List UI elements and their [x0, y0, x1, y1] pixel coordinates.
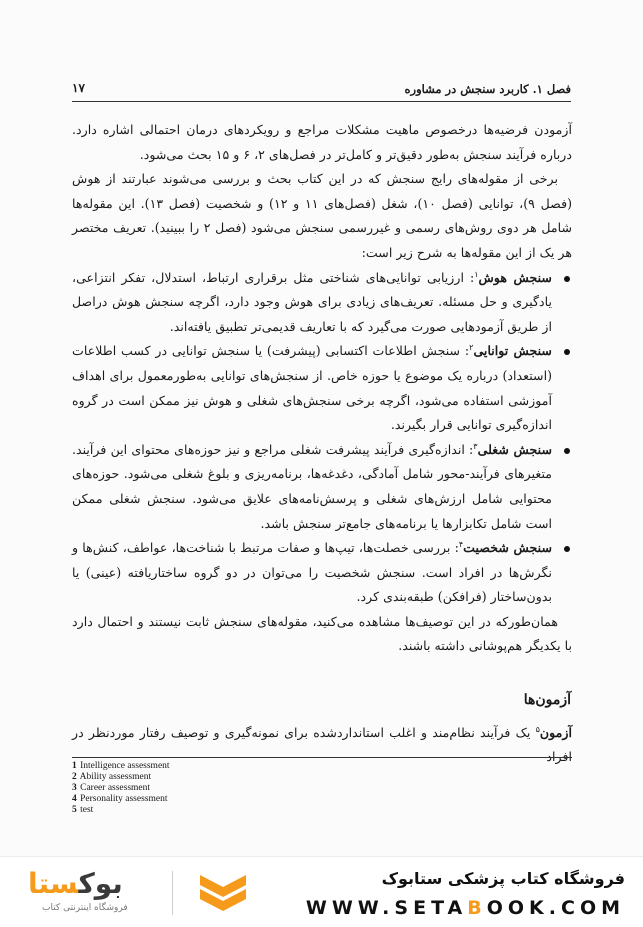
footnote-ref: ۵ [535, 724, 540, 734]
logo-subtitle: فروشگاه اینترنتی کتاب [42, 903, 128, 913]
bullet-term: سنجش شغلی [477, 441, 552, 457]
footnote-ref: ۲ [469, 343, 474, 353]
logo-word-rest: بوک [78, 867, 123, 900]
bullet-term: سنجش شخصیت [463, 540, 552, 556]
footnote-ref: ۴ [458, 539, 464, 549]
list-item [72, 438, 572, 536]
store-banner [0, 856, 643, 927]
footnote: 2 Ability assessment [72, 772, 152, 782]
store-name: فروشگاه کتاب پزشکی ستابوک [381, 869, 625, 888]
paragraph: آزمودن فرضیه‌ها درخصوص ماهیت مشکلات مراجع و رویکردهای درمان احتمالی اشاره دارد. درباره فرآیند سنجش به‌طور دقیق‌تر و کامل‌تر در فصل‌های ۲، ۶ و ۱۵ بحث می‌شود. [72, 122, 572, 162]
footnote-rule [72, 757, 572, 758]
footnote-ref: ۳ [473, 441, 478, 451]
bullet-term: سنجش هوش [478, 269, 552, 285]
chapter-title: فصل ۱. کاربرد سنجش در مشاوره [404, 82, 571, 96]
store-url-link[interactable]: WWW.SETABOOK.COM [305, 897, 625, 919]
page-number: ۱۷ [72, 81, 85, 95]
footnote: 1 Intelligence assessment [72, 761, 170, 771]
bullet-icon [564, 276, 570, 282]
bullet-text: : ارزیابی توانایی‌های شناختی مثل برقراری ارتباط، استدلال، تفکر انتزاعی، یادگیری و حل مسئله. تعریف‌های زیادی برای هوش وجود دارد، اگرچه سنجش هوش دراصل از طریق آزمودهایی صورت می‌گیرد که با تعاریف قدیمی‌تر تطبیق یافته‌اند. [72, 269, 552, 334]
paragraph: برخی از مقوله‌های رایج سنجش که در این کتاب بحث و بررسی می‌شوند عبارتند از هوش (فصل ۹)، توانایی (فصل ۱۰)، شغل (فصل‌های ۱۱ و ۱۲) و شخصیت (فصل ۱۳). این مقوله‌ها شامل هر دوی روش‌های رسمی و غیررسمی سنجش می‌شود (فصل ۲ را ببینید). تعریف مختصر هر یک از این مقوله‌ها به شرح زیر است: [72, 171, 573, 260]
list-item [72, 536, 572, 610]
bullet-text: : سنجش اطلاعات اکتسابی (پیشرفت) یا سنجش توانایی در کسب اطلاعات (استعداد) درباره یک موضوع یا حوزه خاص. از سنجش‌های توانایی به‌طورمعمول برای اهداف آموزشی استفاده می‌شود، اگرچه برخی سنجش‌های شغلی و هوش نیز ممکن است در گروه اندازه‌گیری توانایی قرار بگیرند. [72, 343, 552, 433]
store-logo[interactable] [28, 867, 123, 900]
bullet-icon [564, 448, 570, 454]
bullet-icon [564, 546, 570, 552]
bullet-text: : اندازه‌گیری فرآیند پیشرفت شغلی مراجع و نیز حوزه‌های محتوای این فرآیند. متغیرهای فرآیند-محور شامل آمادگی، دغدغه‌ها، برنامه‌ریزی و بلوغ شغلی می‌شود. حوزه‌های محتوایی شامل ارزش‌های شغلی و پرسش‌نامه‌های علایق می‌شود. سنجش شغلی ممکن است شامل تکابزارها یا برنامه‌های جامع‌تر سنجش باشد. [72, 441, 552, 531]
list-item [72, 266, 572, 340]
footnote-ref: ۱ [474, 269, 479, 279]
bullet-text: : بررسی خصلت‌ها، تیپ‌ها و صفات مرتبط با شناخت‌ها، عواطف، کنش‌ها و نگرش‌ها در افراد است. سنجش شخصیت را می‌توان در دو گروه ساختاریافته (عینی) یا بدون‌ساختار (فرافکن) طبقه‌بندی کرد. [72, 540, 552, 605]
definition-text: یک فرآیند نظام‌مند و اغلب استانداردشده برای نمونه‌گیری و توصیف رفتار موردنظر در افراد [72, 725, 572, 764]
body-text [72, 118, 572, 659]
bullet-term: سنجش توانایی [473, 343, 552, 359]
chevron-logo-icon [200, 871, 246, 913]
footnote: 4 Personality assessment [72, 794, 168, 804]
list-item [72, 339, 572, 437]
section-heading: آزمون‌ها [523, 692, 571, 708]
logo-word-accent: ستا [28, 867, 79, 900]
footnote: 5 test [72, 805, 94, 815]
definition-term: آزمون [539, 725, 572, 740]
footnote: 3 Career assessment [72, 783, 151, 793]
assessment-categories-list [72, 266, 572, 610]
bullet-icon [564, 349, 570, 355]
divider [172, 871, 173, 915]
closing-paragraph: همان‌طورکه در این توصیف‌ها مشاهده می‌کنید، مقوله‌های سنجش ثابت نیستند و احتمال دارد با یکدیگر هم‌پوشانی داشته باشند. [72, 613, 572, 654]
header-rule [72, 101, 571, 102]
footnotes [72, 761, 170, 816]
